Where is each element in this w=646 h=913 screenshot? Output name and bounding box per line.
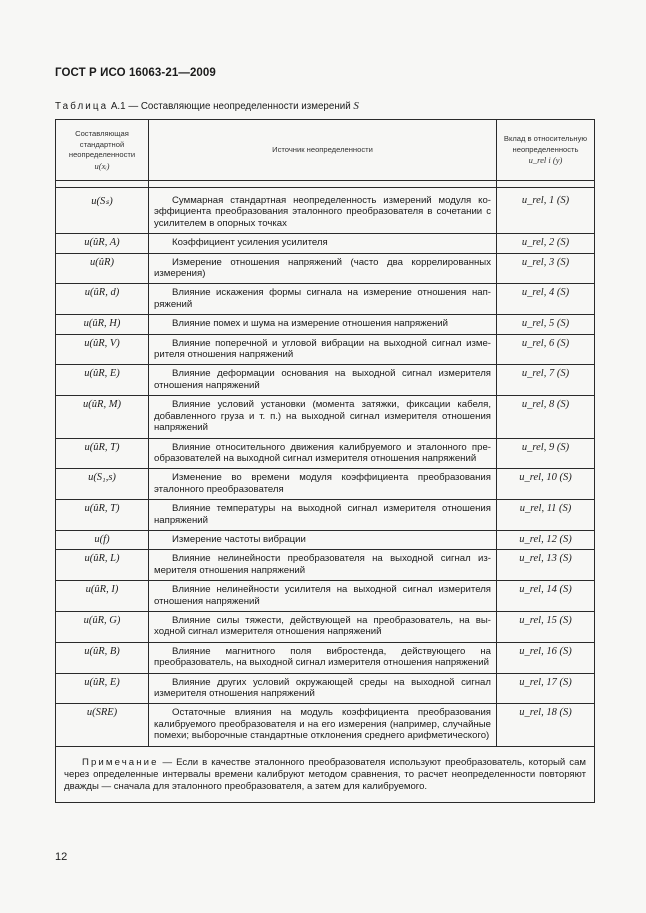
table-row xyxy=(56,469,595,500)
header-component xyxy=(56,120,149,181)
source-description: Измерение отношения напряжений (часто два коррелированных измерения) xyxy=(149,253,497,284)
contribution-symbol: u_rel, 14 (S) xyxy=(497,581,595,612)
table-row xyxy=(56,334,595,365)
contribution-symbol: u_rel, 9 (S) xyxy=(497,438,595,469)
source-description: Изменение во времени модуля коэффициента преобразования эталонного преобразователя xyxy=(149,469,497,500)
table-row xyxy=(56,530,595,549)
header-source xyxy=(149,120,497,181)
table-row xyxy=(56,253,595,284)
table-row xyxy=(56,611,595,642)
note-text: — Если в качестве эталонного преобразователя используют преобразователь, который сам через определенные интервалы времени калибруют методом сравнения, то расчет неопределенности повторяют дважды — сначала для эталонного преобразователя, а затем для калибруемого. xyxy=(64,756,587,793)
contribution-symbol: u_rel, 16 (S) xyxy=(497,642,595,673)
source-description: Суммарная стандартная неопределенность измерений модуля коэффициента преобразования эталонного преобразователя в сочетании с усилителем в опорных точках xyxy=(149,188,497,234)
source-description: Влияние деформации основания на выходной сигнал измерителя отношения напряжений xyxy=(149,365,497,396)
contribution-symbol: u_rel, 15 (S) xyxy=(497,611,595,642)
component-symbol: u(ûR) xyxy=(56,253,149,284)
contribution-symbol: u_rel, 3 (S) xyxy=(497,253,595,284)
page-number: 12 xyxy=(55,851,68,863)
component-symbol: u(ûR, E) xyxy=(56,365,149,396)
source-description: Влияние температуры на выходной сигнал измерителя отношения напряжений xyxy=(149,500,497,531)
component-symbol: u(ûR, L) xyxy=(56,550,149,581)
header-component-text: Составляющая стандартной неопределенности xyxy=(68,129,136,159)
source-description: Коэффициент усиления усилителя xyxy=(149,234,497,253)
component-symbol: u(SRE) xyxy=(56,704,149,746)
contribution-symbol: u_rel, 5 (S) xyxy=(497,315,595,334)
source-description: Влияние помех и шума на измерение отношения напряжений xyxy=(149,315,497,334)
header-contribution-text: Вклад в относительную неопределенность xyxy=(503,134,588,154)
caption-number: А.1 xyxy=(110,101,126,112)
table-row xyxy=(56,642,595,673)
uncertainty-table xyxy=(55,119,595,803)
table-row xyxy=(56,438,595,469)
source-description: Влияние искажения формы сигнала на измерение отношения напряжений xyxy=(149,284,497,315)
contribution-symbol: u_rel, 10 (S) xyxy=(497,469,595,500)
caption-symbol: S xyxy=(353,100,359,112)
component-symbol: u(ûR, d) xyxy=(56,284,149,315)
source-description: Остаточные влияния на модуль коэффициента преобразования калибруемого преобразователя и на его измерения (например, случайные помехи; выборочные стандартные отклонения среднего арифметического) xyxy=(149,704,497,746)
source-description: Влияние магнитного поля вибростенда, действующего на преобразователь, на выходной сигнал измерителя отношения напряжений xyxy=(149,642,497,673)
document-code: ГОСТ Р ИСО 16063-21—2009 xyxy=(55,67,216,79)
table-row xyxy=(56,673,595,704)
contribution-symbol: u_rel, 11 (S) xyxy=(497,500,595,531)
component-symbol: u(S₁,s) xyxy=(56,469,149,500)
table-row xyxy=(56,234,595,253)
table-row xyxy=(56,188,595,234)
component-symbol: u(ûR, G) xyxy=(56,611,149,642)
source-description: Влияние условий установки (момента затяжки, фиксации кабеля, добавленного груза и т. п.) на выходной сигнал измерителя отношения напряжений xyxy=(149,396,497,438)
table-note xyxy=(56,746,595,802)
table-row xyxy=(56,550,595,581)
contribution-symbol: u_rel, 2 (S) xyxy=(497,234,595,253)
contribution-symbol: u_rel, 18 (S) xyxy=(497,704,595,746)
table-row xyxy=(56,315,595,334)
source-description: Влияние относительного движения калибруемого и эталонного преобразователей на выходной сигнал измерителя отношения напряжений xyxy=(149,438,497,469)
source-description: Влияние нелинейности усилителя на выходной сигнал измерителя отношения напряжений xyxy=(149,581,497,612)
source-description: Влияние поперечной и угловой вибрации на выходной сигнал измерителя отношения напряжений xyxy=(149,334,497,365)
component-symbol: u(ûR, I) xyxy=(56,581,149,612)
component-symbol: u(ûR, M) xyxy=(56,396,149,438)
component-symbol: u(ûR, T) xyxy=(56,438,149,469)
table-row xyxy=(56,365,595,396)
caption-label: Таблица xyxy=(55,101,109,112)
component-symbol: u(ûR, T) xyxy=(56,500,149,531)
component-symbol: u(ûR, E) xyxy=(56,673,149,704)
contribution-symbol: u_rel, 8 (S) xyxy=(497,396,595,438)
component-symbol: u(ûR, H) xyxy=(56,315,149,334)
header-component-symbol: u(xᵢ) xyxy=(94,160,110,171)
component-symbol: u(ûR, V) xyxy=(56,334,149,365)
spacer-row xyxy=(56,181,595,188)
contribution-symbol: u_rel, 17 (S) xyxy=(497,673,595,704)
contribution-symbol: u_rel, 7 (S) xyxy=(497,365,595,396)
source-description: Влияние нелинейности преобразователя на выходной сигнал измерителя отношения напряжений xyxy=(149,550,497,581)
contribution-symbol: u_rel, 6 (S) xyxy=(497,334,595,365)
source-description: Измерение частоты вибрации xyxy=(149,530,497,549)
contribution-symbol: u_rel, 13 (S) xyxy=(497,550,595,581)
table-row xyxy=(56,284,595,315)
table-body xyxy=(56,188,595,803)
header-source-text: Источник неопределенности xyxy=(272,144,373,154)
table-row xyxy=(56,500,595,531)
contribution-symbol: u_rel, 1 (S) xyxy=(497,188,595,234)
header-contribution xyxy=(497,120,595,181)
component-symbol: u(Sₛ) xyxy=(56,188,149,234)
header-contribution-symbol: u_rel i (y) xyxy=(528,155,563,166)
table-row xyxy=(56,704,595,746)
contribution-symbol: u_rel, 4 (S) xyxy=(497,284,595,315)
source-description: Влияние других условий окружающей среды на выходной сигнал измерителя отношения напряжений xyxy=(149,673,497,704)
caption-text: — Составляющие неопределенности измерений xyxy=(128,101,351,112)
source-description: Влияние силы тяжести, действующей на преобразователь, на выходной сигнал измерителя отношения напряжений xyxy=(149,611,497,642)
table-header-row xyxy=(56,120,595,181)
contribution-symbol: u_rel, 12 (S) xyxy=(497,530,595,549)
component-symbol: u(ûR, A) xyxy=(56,234,149,253)
component-symbol: u(ûR, B) xyxy=(56,642,149,673)
table-row xyxy=(56,396,595,438)
note-row xyxy=(56,746,595,802)
component-symbol: u(f) xyxy=(56,530,149,549)
note-label: Примечание xyxy=(82,756,159,768)
table-row xyxy=(56,581,595,612)
table-caption xyxy=(55,100,359,112)
